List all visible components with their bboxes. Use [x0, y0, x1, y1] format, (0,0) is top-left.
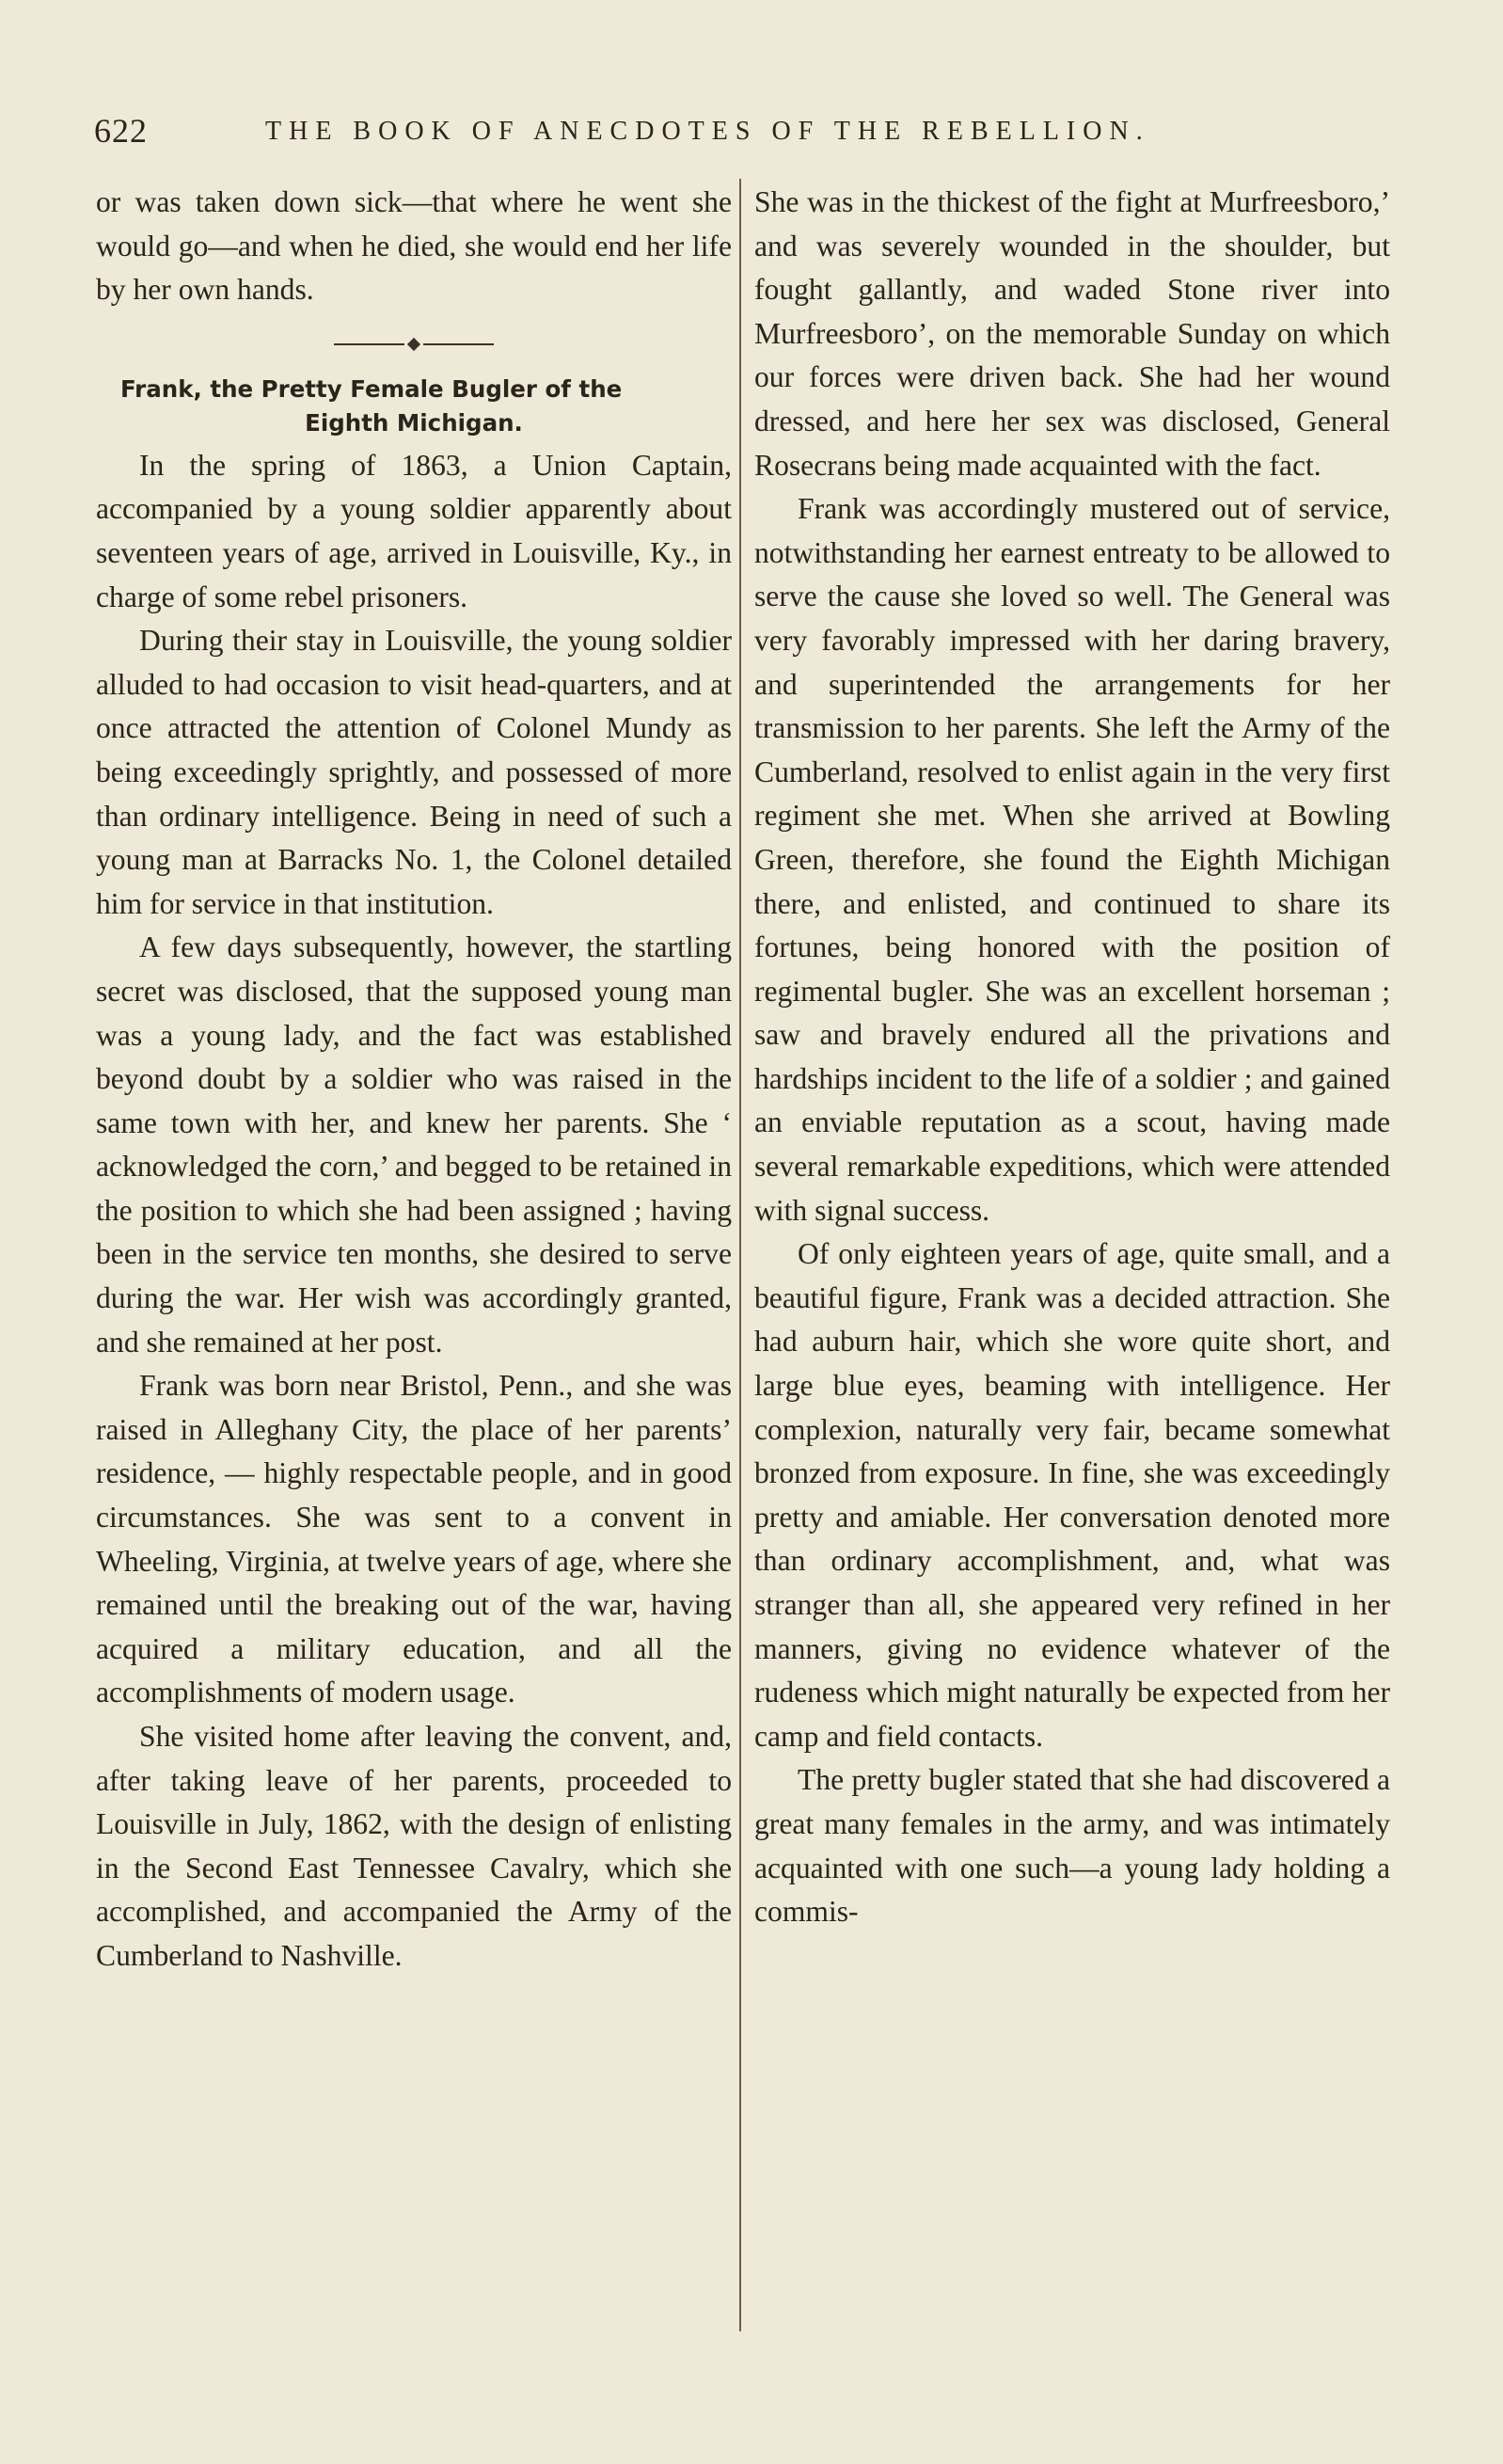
separator-line	[334, 343, 404, 345]
paragraph: A few days subsequently, however, the startling secret was disclosed, that the supposed young man was a young lady, and the fact was established beyond doubt by a soldier who was raised in the same town with her, and knew her parents. She ‘ acknowledged the corn,’ and begged to be retained in the position to which she had been assigned ; having been in the service ten months, she desired to serve during the war. Her wish was accordingly granted, and she remained at her post.	[96, 930, 732, 1359]
paragraph: Of only eighteen years of age, quite small, and a beautiful figure, Frank was a decided attraction. She had auburn hair, which she wore quite short, and large blue eyes, beaming with intelligence. Her complexion, naturally very fair, became somewhat bronzed from exposure. In fine, she was exceedingly pretty and amiable. Her conversation denoted more than ordinary accomplishment, and, what was stranger than all, she appeared very refined in her manners, giving no evidence whatever of the rudeness which might naturally be expected from her camp and field contacts.	[754, 1237, 1390, 1753]
page-number: 622	[94, 112, 148, 150]
paragraph: She was in the thickest of the fight at Murfreesboro,’ and was severely wounded in the shoulder, but fought gallantly, and waded Stone river into Murfreesboro’, on the memorable Sunday on which our forces were driven back. She had her wound dressed, and here her sex was disclosed, General Rosecrans being made acquainted with the fact.	[754, 185, 1390, 482]
paragraph: Frank was accordingly mustered out of service, notwithstanding her earnest entreaty to be allowed to serve the cause she loved so well. The General was very favorably impressed with her daring bravery, and superintended the arrangements for her transmission to her parents. She left the Army of the Cumberland, resolved to enlist again in the very first regiment she met. When she arrived at Bowling Green, therefore, she found the Eighth Michigan there, and enlisted, and continued to share its fortunes, being honored with the position of regimental bugler. She was an excellent horseman ; saw and bravely endured all the privations and hardships incident to the life of a soldier ; and gained an enviable reputation as a scout, having made several remarkable expeditions, which were attended with signal success.	[754, 492, 1390, 1227]
separator-line	[423, 343, 494, 345]
paragraph: In the spring of 1863, a Union Captain, accompanied by a young soldier apparently about seventeen years of age, arrived in Louisville, Ky., in charge of some rebel prisoners.	[96, 448, 732, 613]
running-head	[94, 111, 1448, 158]
column-rule	[739, 179, 741, 2331]
section-heading	[96, 373, 732, 440]
heading-line: Eighth Michigan.	[305, 408, 523, 437]
paragraph: The pretty bugler stated that she had discovered a great many females in the army, and was intimately acquainted with one such—a young lady holding a commis-	[754, 1763, 1390, 1929]
right-column	[754, 181, 1390, 1934]
heading-line: Frank, the Pretty Female Bugler of the	[120, 374, 623, 403]
separator-ornament	[407, 338, 420, 351]
running-title: THE BOOK OF ANECDOTES OF THE REBELLION.	[265, 117, 1150, 146]
section-separator	[334, 335, 494, 354]
paragraph: or was taken down sick—that where he went she would go—and when he died, she would end her life by her own hands.	[96, 185, 732, 307]
paragraph: Frank was born near Bristol, Penn., and she was raised in Alleghany City, the place of her parents’ residence, — highly respectable people, and in good circumstances. She was sent to a convent in Wheeling, Virginia, at twelve years of age, where she remained until the breaking out of the war, having acquired a military education, and all the accomplishments of modern usage.	[96, 1369, 732, 1709]
paragraph: She visited home after leaving the convent, and, after taking leave of her parents, proceeded to Louisville in July, 1862, with the design of enlisting in the Second East Tennessee Cavalry, which she accomplished, and accompanied the Army of the Cumberland to Nashville.	[96, 1720, 732, 1972]
paragraph: During their stay in Louisville, the young soldier alluded to had occasion to visit head-quarters, and at once attracted the attention of Colonel Mundy as being exceedingly sprightly, and possessed of more than ordinary intelligence. Being in need of such a young man at Barracks No. 1, the Colonel detailed him for service in that institution.	[96, 624, 732, 920]
left-column	[96, 181, 732, 1979]
